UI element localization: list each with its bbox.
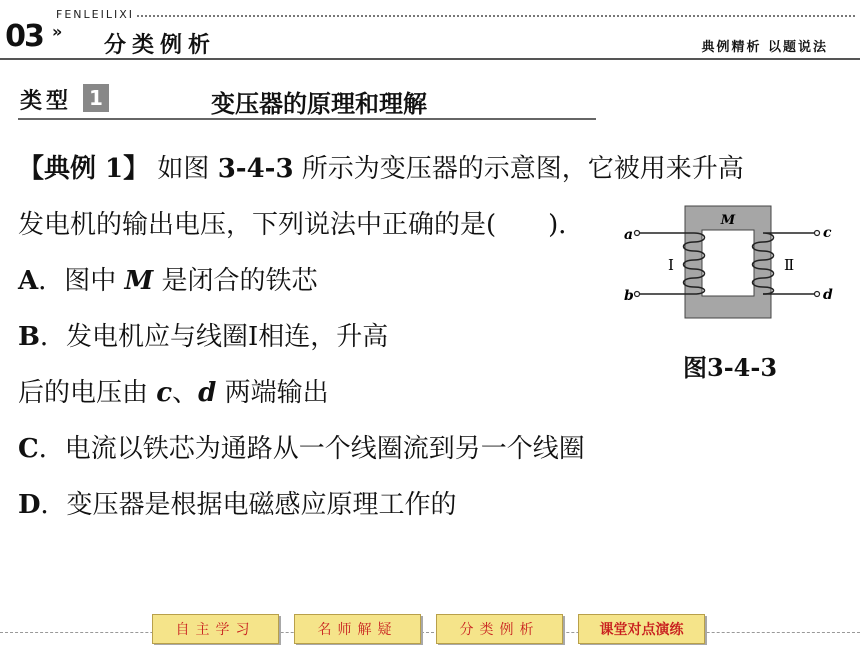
- section-en-label: FENLEILIXI: [56, 8, 134, 21]
- option-letter: C: [18, 434, 39, 464]
- transformer-diagram: [620, 196, 840, 326]
- terminal-b: [635, 292, 640, 297]
- question-text: 所示为变压器的示意图，它被用来升高: [293, 154, 744, 184]
- label-d: d: [823, 287, 833, 303]
- nav-button-teacher-notes[interactable]: 名师解疑: [294, 614, 421, 644]
- section-title: 分类例析: [104, 33, 217, 58]
- header-dotted-line: [137, 15, 855, 17]
- option-text: 是闭合的铁芯: [153, 266, 318, 296]
- option-text: 、: [172, 378, 199, 408]
- type-title: 变压器的原理和理解: [211, 90, 427, 118]
- option-a: [18, 260, 318, 297]
- nav-button-self-study[interactable]: 自主学习: [152, 614, 279, 644]
- double-chevron-icon: »: [52, 22, 63, 41]
- option-letter: B: [18, 322, 40, 352]
- option-text: 后的电压由: [18, 378, 157, 408]
- option-text: ．电流以铁芯为通路从一个线圈流到另一个线圈: [38, 434, 585, 464]
- type-underline: [18, 118, 596, 120]
- core-window: [702, 230, 754, 296]
- nav-button-classified-examples[interactable]: 分类例析: [436, 614, 563, 644]
- core-label: M: [720, 213, 736, 228]
- label-b: b: [624, 288, 634, 304]
- var-m: M: [124, 266, 154, 296]
- option-text: 两端输出: [216, 378, 329, 408]
- section-subtitle: 典例精析 以题说法: [701, 40, 828, 55]
- option-b: [18, 316, 388, 353]
- option-letter: D: [18, 490, 41, 520]
- question-line-2: 发电机的输出电压，下列说法中正确的是( )．: [18, 210, 585, 240]
- example-label: 【典例 1】: [18, 154, 150, 184]
- var-d: d: [198, 378, 217, 408]
- coil-1-label: Ⅰ: [668, 256, 674, 274]
- var-c: c: [156, 378, 173, 408]
- type-label: 类型: [20, 89, 73, 114]
- option-letter: A: [18, 266, 39, 296]
- question-line-1: [18, 148, 744, 185]
- terminal-c: [815, 231, 820, 236]
- header-divider: [0, 58, 860, 60]
- figure-caption: 图3-4-3: [683, 353, 778, 382]
- terminal-a: [635, 231, 640, 236]
- type-number-badge: 1: [83, 84, 109, 112]
- question-text: 如图: [149, 154, 218, 184]
- option-b-cont: [18, 372, 329, 409]
- option-text: ．图中: [38, 266, 125, 296]
- section-number: 03: [5, 18, 43, 54]
- option-text: ．变压器是根据电磁感应原理工作的: [40, 490, 457, 520]
- coil-2-label: Ⅱ: [784, 256, 795, 274]
- footer-dashed-line: [0, 632, 860, 633]
- option-text: ．发电机应与线圈Ⅰ相连，升高: [39, 322, 389, 352]
- label-a: a: [624, 227, 634, 243]
- nav-button-class-practice[interactable]: 课堂对点演练: [578, 614, 705, 644]
- label-c: c: [823, 225, 832, 241]
- figure-ref: 3-4-3: [217, 154, 294, 184]
- terminal-d: [815, 292, 820, 297]
- option-d: [18, 484, 457, 521]
- option-c: [18, 428, 585, 465]
